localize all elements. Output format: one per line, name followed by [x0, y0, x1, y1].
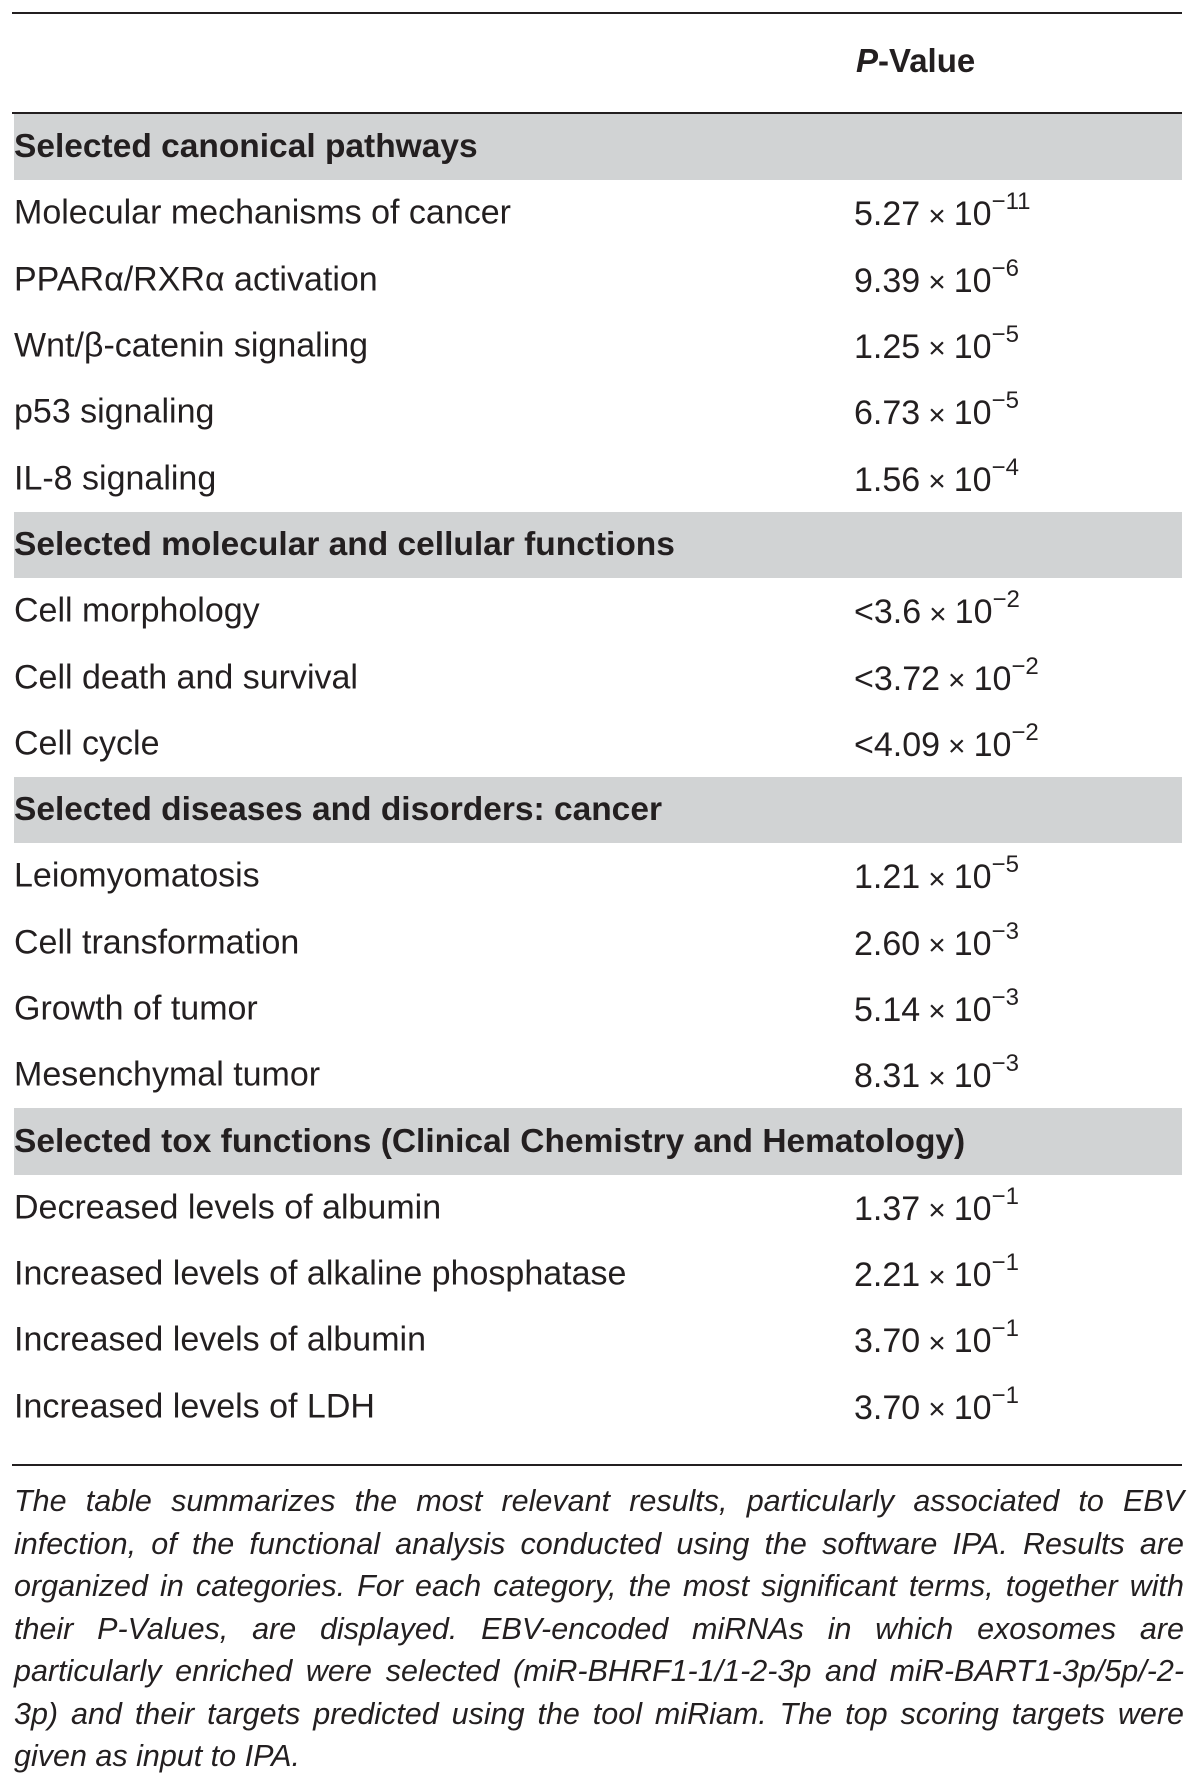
- p-value-cell: [854, 320, 1019, 367]
- p-value-base: 10: [953, 1057, 992, 1096]
- p-value-exponent: −5: [991, 387, 1019, 415]
- table-body: [14, 114, 1182, 1440]
- table-row: [14, 1042, 1182, 1108]
- times-sign: ×: [928, 995, 946, 1029]
- p-value-mantissa: 1.56: [854, 460, 921, 499]
- p-value-mantissa: <3.72: [854, 659, 941, 698]
- p-value-exponent: −1: [991, 1315, 1019, 1343]
- p-value-exponent: −3: [991, 917, 1019, 945]
- p-value-mantissa: 1.37: [854, 1190, 921, 1229]
- row-label: Cell cycle: [14, 724, 160, 763]
- times-sign: ×: [948, 729, 966, 763]
- p-value-mantissa: 2.21: [854, 1256, 921, 1295]
- p-value-exponent: −1: [991, 1182, 1019, 1210]
- p-value-cell: [854, 188, 1031, 234]
- p-value-base: 10: [953, 1190, 992, 1229]
- p-value-cell: [854, 1315, 1019, 1361]
- row-label: Decreased levels of albumin: [14, 1188, 442, 1227]
- table-bottom-rule: [12, 1464, 1182, 1466]
- times-sign: ×: [928, 464, 946, 498]
- times-sign: ×: [928, 1260, 946, 1294]
- table-row: [14, 1241, 1182, 1307]
- p-value-base: 10: [953, 460, 992, 499]
- p-value-base: 10: [953, 328, 992, 367]
- table-row: [14, 711, 1182, 777]
- p-value-exponent: −3: [991, 983, 1019, 1011]
- row-label: Increased levels of albumin: [14, 1320, 427, 1359]
- p-value-mantissa: 1.21: [854, 858, 921, 897]
- p-value-exponent: −3: [991, 1050, 1019, 1078]
- category-label: Selected molecular and cellular functions: [14, 525, 675, 563]
- p-value-cell: [854, 718, 1039, 765]
- p-value-cell: [854, 851, 1019, 897]
- p-value-cell: [854, 652, 1039, 698]
- times-sign: ×: [928, 1061, 946, 1095]
- p-value-mantissa: 1.25: [854, 328, 921, 367]
- p-value-cell: [854, 254, 1019, 301]
- p-value-cell: [854, 1050, 1019, 1096]
- p-value-exponent: −5: [991, 851, 1019, 879]
- table-row: [14, 843, 1182, 909]
- row-label: Cell death and survival: [14, 658, 358, 697]
- category-row: [14, 512, 1182, 578]
- p-value-base: 10: [953, 1388, 992, 1427]
- p-value-cell: [854, 1182, 1019, 1229]
- p-value-exponent: −1: [991, 1249, 1019, 1277]
- p-value-cell: [854, 917, 1019, 964]
- p-value-mantissa: 9.39: [854, 261, 921, 300]
- row-label: Increased levels of LDH: [14, 1387, 375, 1426]
- p-value-exponent: −2: [1011, 652, 1039, 680]
- table-caption: The table summarizes the most relevant results, particularly associated to EBV infection, of the functional analysis conducted using the software IPA. Results are organized in categories. For each category, the most significant terms, together with their P-Values, are displayed. EBV-encoded miRNAs in which exosomes are particularly enriched were selected (miR-BHRF1-1/1-2-3p and miR-BART1-3p/5p/-2-3p) and their targets predicted using the tool miRiam. The top scoring targets were given as input to IPA.: [14, 1484, 1184, 1773]
- p-value-cell: [854, 387, 1019, 433]
- times-sign: ×: [928, 1326, 946, 1360]
- p-value-mantissa: <4.09: [854, 725, 941, 764]
- p-value-cell: [854, 983, 1019, 1030]
- category-label: Selected tox functions (Clinical Chemistry and Hematology): [14, 1122, 966, 1160]
- table-row: [14, 379, 1182, 445]
- row-label: Mesenchymal tumor: [14, 1055, 321, 1094]
- times-sign: ×: [948, 663, 966, 697]
- row-label: PPARα/RXRα activation: [14, 260, 378, 299]
- table-row: [14, 976, 1182, 1042]
- times-sign: ×: [929, 597, 947, 631]
- p-value-exponent: −2: [992, 586, 1020, 614]
- p-value-exponent: −2: [1011, 718, 1039, 746]
- table-row: [14, 910, 1182, 976]
- p-value-base: 10: [953, 858, 992, 897]
- table-header-row: [0, 14, 1200, 112]
- times-sign: ×: [928, 1194, 946, 1228]
- category-row: [14, 1108, 1182, 1174]
- p-value-exponent: −1: [991, 1381, 1019, 1409]
- category-label: Selected diseases and disorders: cancer: [14, 791, 662, 829]
- times-sign: ×: [928, 332, 946, 366]
- p-value-base: 10: [973, 725, 1012, 764]
- category-row: [14, 114, 1182, 180]
- p-value-base: 10: [973, 659, 1012, 698]
- table-row: [14, 313, 1182, 379]
- p-value-mantissa: 2.60: [854, 924, 921, 963]
- p-value-cell: [854, 453, 1019, 499]
- p-value-exponent: −11: [991, 188, 1031, 216]
- row-label: Increased levels of alkaline phosphatase: [14, 1254, 627, 1293]
- times-sign: ×: [928, 1392, 946, 1426]
- table-row: [14, 180, 1182, 246]
- p-value-base: 10: [953, 394, 992, 433]
- row-label: Cell transformation: [14, 923, 300, 962]
- times-sign: ×: [928, 265, 946, 299]
- row-label: p53 signaling: [14, 392, 215, 431]
- row-label: Leiomyomatosis: [14, 856, 260, 895]
- category-label: Selected canonical pathways: [14, 128, 478, 166]
- p-value-cell: [854, 1381, 1019, 1428]
- p-value-base: 10: [954, 593, 993, 632]
- table-row: [14, 1175, 1182, 1241]
- row-label: Wnt/β-catenin signaling: [14, 326, 369, 365]
- p-value-base: 10: [953, 261, 992, 300]
- p-value-mantissa: 3.70: [854, 1388, 921, 1427]
- category-row: [14, 777, 1182, 843]
- times-sign: ×: [928, 398, 946, 432]
- table-row: [14, 1374, 1182, 1440]
- times-sign: ×: [928, 199, 946, 233]
- p-value-exponent: −4: [991, 453, 1019, 481]
- p-value-base: 10: [953, 924, 992, 963]
- p-value-base: 10: [953, 195, 992, 234]
- p-value-mantissa: 5.14: [854, 991, 921, 1030]
- table-row: [14, 644, 1182, 710]
- p-value-header-italic: P: [856, 42, 879, 79]
- row-label: Molecular mechanisms of cancer: [14, 193, 511, 232]
- p-value-mantissa: 5.27: [854, 195, 921, 234]
- row-label: Growth of tumor: [14, 989, 258, 1028]
- p-value-mantissa: 6.73: [854, 394, 921, 433]
- p-value-cell: [854, 586, 1020, 632]
- p-value-mantissa: <3.6: [854, 593, 922, 632]
- p-value-base: 10: [953, 1256, 992, 1295]
- table-row: [14, 445, 1182, 511]
- p-value-column-header: [856, 42, 975, 80]
- p-value-base: 10: [953, 991, 992, 1030]
- p-value-header-suffix: -Value: [878, 42, 976, 79]
- p-value-base: 10: [953, 1322, 992, 1361]
- table-row: [14, 1307, 1182, 1373]
- table-row: [14, 578, 1182, 644]
- p-value-mantissa: 8.31: [854, 1057, 921, 1096]
- row-label: IL-8 signaling: [14, 459, 217, 498]
- p-value-exponent: −5: [991, 320, 1019, 348]
- p-value-cell: [854, 1249, 1019, 1295]
- p-value-mantissa: 3.70: [854, 1322, 921, 1361]
- table-row: [14, 247, 1182, 313]
- times-sign: ×: [928, 862, 946, 896]
- times-sign: ×: [928, 928, 946, 962]
- p-value-exponent: −6: [991, 254, 1019, 282]
- row-label: Cell morphology: [14, 591, 260, 630]
